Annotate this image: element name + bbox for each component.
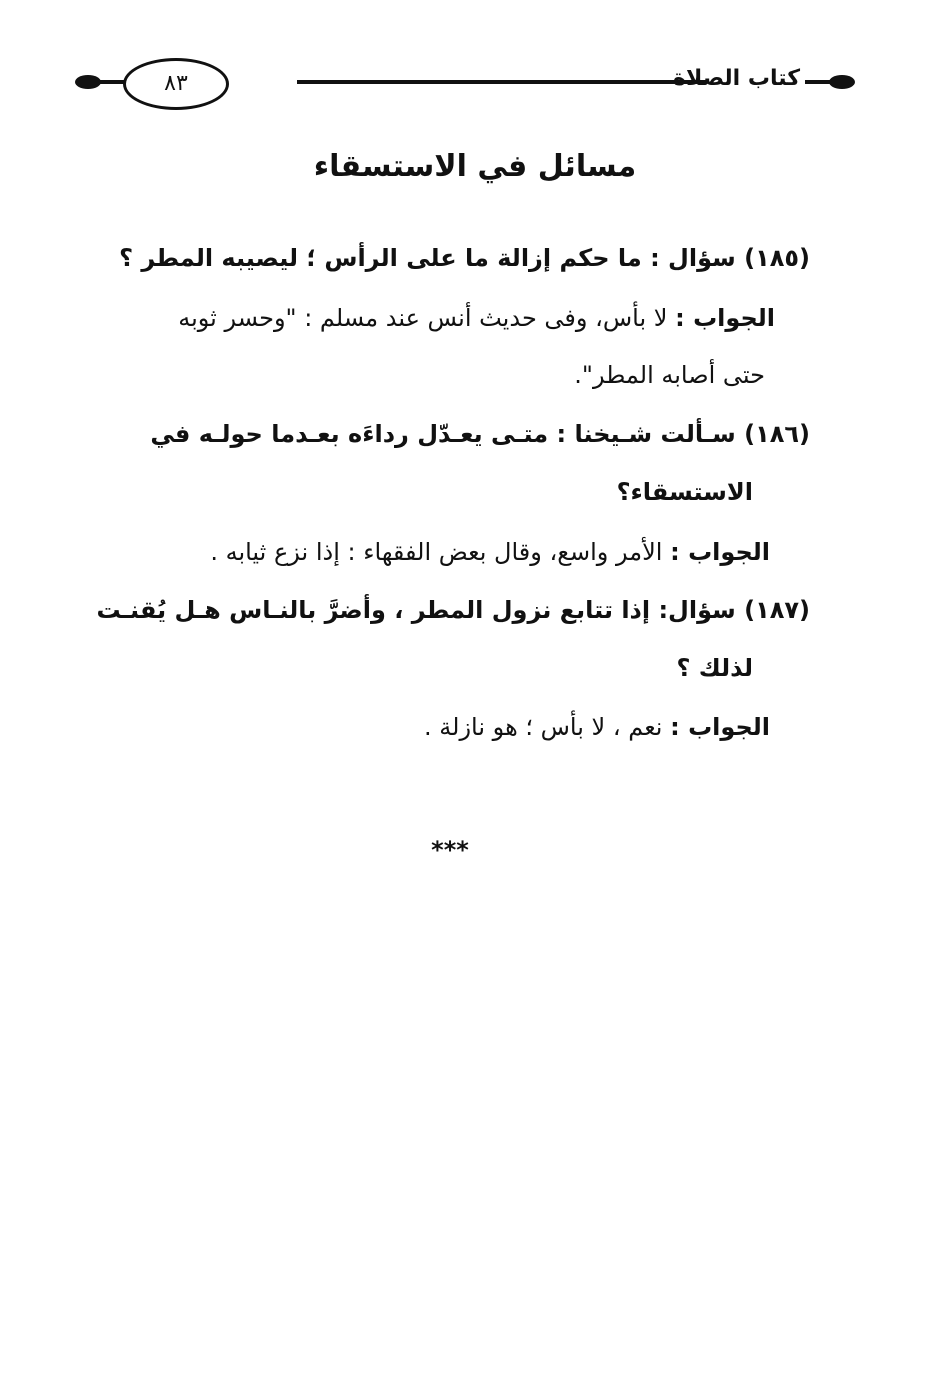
question-187-line-2: لذلك ؟	[676, 654, 753, 682]
answer-label: الجواب :	[670, 538, 770, 566]
page-header	[75, 58, 855, 108]
section-separator: ***	[431, 836, 469, 864]
page-number: ٨٣	[123, 58, 229, 110]
answer-185-text-1: لا بأس، وفى حديث أنس عند مسلم : "وحسر ثوبه	[178, 304, 668, 332]
answer-186-text-1: الأمر واسع، وقال بعض الفقهاء : إذا نزع ثيابه .	[210, 538, 663, 566]
question-187-line-1: (١٨٧) سؤال: إذا تتابع نزول المطر ، وأضرَّ بالنـاس هـل يُقنـت	[96, 596, 810, 624]
book-title: كتاب الصلاة	[673, 66, 800, 91]
answer-187-text-1: نعم ، لا بأس ؛ هو نازلة .	[424, 713, 663, 741]
answer-185-line-2: حتى أصابه المطر".	[574, 361, 765, 389]
answer-label: الجواب :	[670, 713, 770, 741]
header-rule-middle	[297, 80, 707, 84]
question-185-line-1: (١٨٥) سؤال : ما حكم إزالة ما على الرأس ؛ ليصيبه المطر ؟	[119, 244, 810, 272]
section-title: مسائل في الاستسقاء	[313, 149, 637, 184]
answer-label: الجواب :	[675, 304, 775, 332]
header-right-dot	[829, 75, 855, 89]
answer-186-line-1	[80, 532, 770, 572]
answer-187-line-1	[80, 707, 770, 747]
question-186-line-1: (١٨٦) سـألت شـيخنا : متـى يعـدّل رداءَه بعـدما حولـه في	[150, 420, 810, 448]
answer-185-line-1	[80, 298, 775, 338]
question-186-line-2: الاستسقاء؟	[616, 478, 753, 506]
